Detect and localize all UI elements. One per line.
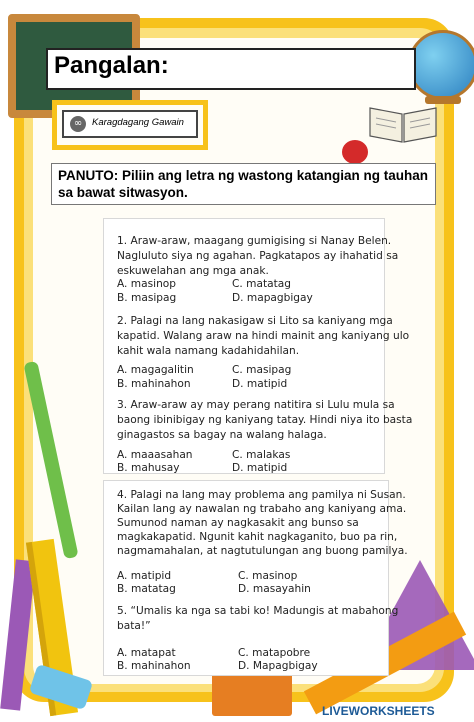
- instructions-box: PANUTO: Piliin ang letra ng wastong katangian ng tauhan sa bawat sitwasyon.: [51, 163, 436, 205]
- question-5-line-1: 5. “Umalis ka nga sa tabi ko! Madungis at mabahong: [117, 605, 399, 617]
- question-4-line-3: Sumunod naman ay nagkasakit ang bunso sa: [117, 517, 359, 529]
- q5-option-b[interactable]: B. mahinahon: [117, 660, 191, 672]
- question-2-line-1: 2. Palagi na lang nakasigaw si Lito sa kaniyang mga: [117, 315, 393, 327]
- q4-option-d[interactable]: D. masayahin: [238, 583, 311, 595]
- q4-option-a[interactable]: A. matipid: [117, 570, 172, 582]
- globe-illustration: [408, 30, 474, 100]
- question-4-line-4: magkakapatid. Ngunit kahit nagkaganito, buo pa rin,: [117, 531, 398, 543]
- question-3-line-2: baong ibinibigay ng kaniyang tatay. Hindi niya ito basta: [117, 414, 413, 426]
- q2-option-a[interactable]: A. magagalitin: [117, 364, 194, 376]
- q4-option-c[interactable]: C. masinop: [238, 570, 298, 582]
- book-illustration: [368, 100, 438, 144]
- q4-option-b[interactable]: B. matatag: [117, 583, 176, 595]
- q3-option-d[interactable]: D. matipid: [232, 462, 288, 474]
- question-4-line-2: Kailan lang ay nawalan ng trabaho ang kaniyang ama.: [117, 503, 407, 515]
- q5-option-a[interactable]: A. matapat: [117, 647, 176, 659]
- question-1-line-3: eskuwelahan ang mga anak.: [117, 265, 269, 277]
- q3-option-a[interactable]: A. maaasahan: [117, 449, 193, 461]
- q5-option-d[interactable]: D. Mapagbigay: [238, 660, 318, 672]
- question-3-line-3: ginagastos sa bagay na walang halaga.: [117, 429, 327, 441]
- question-2-line-3: kahit wala namang kadahidahilan.: [117, 345, 300, 357]
- question-1-line-2: Nagluluto siya ng agahan. Pagkatapos ay ihahatid sa: [117, 250, 399, 262]
- q1-option-b[interactable]: B. masipag: [117, 292, 177, 304]
- q3-option-b[interactable]: B. mahusay: [117, 462, 180, 474]
- question-3-line-1: 3. Araw-araw ay may perang natitira si Lulu mula sa: [117, 399, 395, 411]
- question-4-line-5: nagmamahalan, at nagtutulungan ang buong pamilya.: [117, 545, 408, 557]
- name-label: Pangalan:: [54, 52, 169, 79]
- liveworksheets-logo: LIVEWORKSHEETS: [322, 704, 435, 718]
- q2-option-b[interactable]: B. mahinahon: [117, 378, 191, 390]
- q2-option-c[interactable]: C. masipag: [232, 364, 292, 376]
- link-icon: ∞: [70, 116, 86, 132]
- apple-illustration: [342, 140, 368, 164]
- question-2-line-2: kapatid. Walang araw na hindi mainit ang kaniyang ulo: [117, 330, 410, 342]
- question-4-line-1: 4. Palagi na lang may problema ang pamilya ni Susan.: [117, 489, 406, 501]
- q1-option-a[interactable]: A. masinop: [117, 278, 176, 290]
- q5-option-c[interactable]: C. matapobre: [238, 647, 311, 659]
- question-1-line-1: 1. Araw-araw, maagang gumigising si Nanay Belen.: [117, 235, 392, 247]
- q2-option-d[interactable]: D. matipid: [232, 378, 288, 390]
- q1-option-d[interactable]: D. mapagbigay: [232, 292, 313, 304]
- q3-option-c[interactable]: C. malakas: [232, 449, 291, 461]
- tag-label: Karagdagang Gawain: [92, 117, 184, 128]
- q1-option-c[interactable]: C. matatag: [232, 278, 291, 290]
- question-5-line-2: bata!”: [117, 620, 151, 632]
